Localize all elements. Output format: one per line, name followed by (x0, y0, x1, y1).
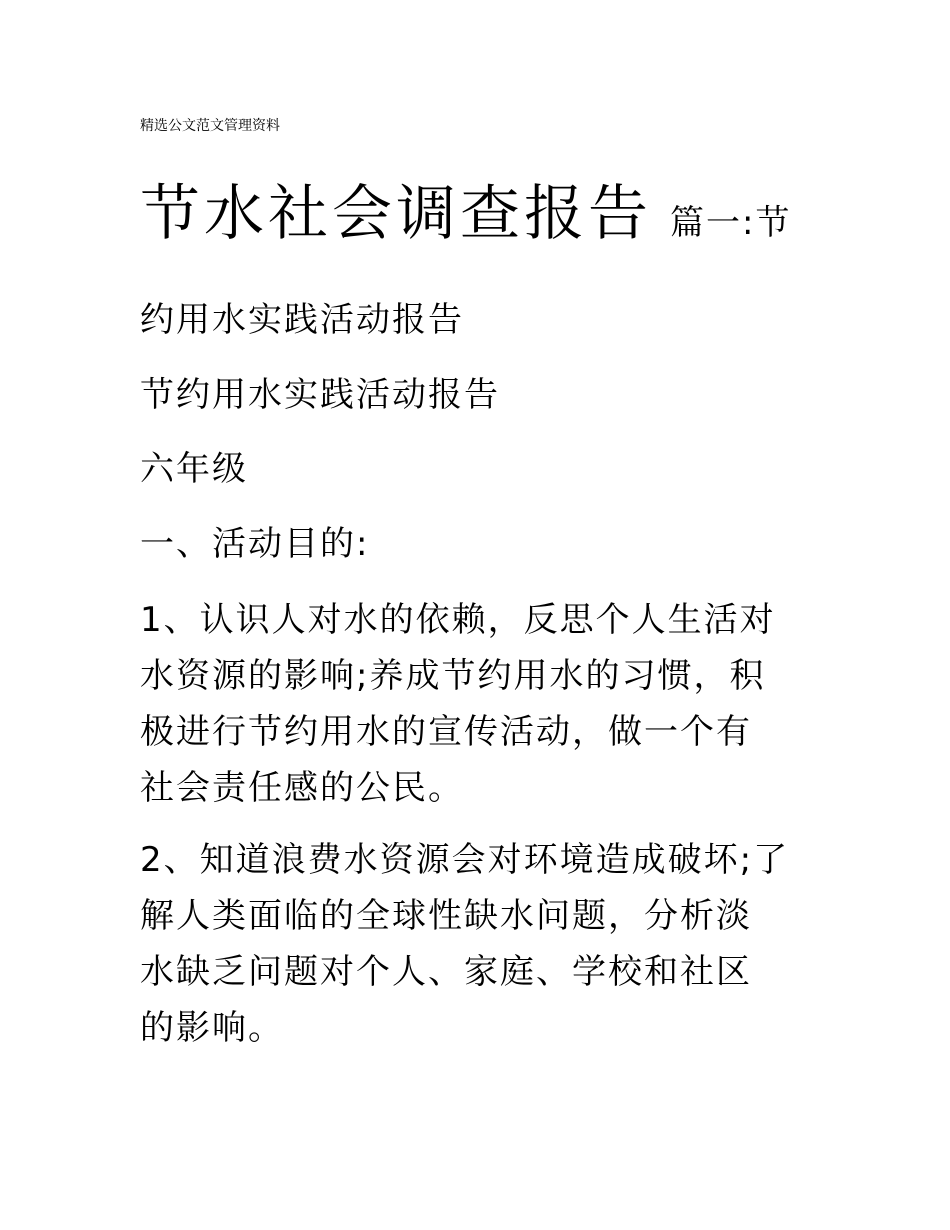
paragraph-line: 水缺乏问题对个人、家庭、学校和社区 (140, 952, 752, 992)
paragraph-line: 2、知道浪费水资源会对环境造成破坏;了 (140, 840, 790, 880)
paragraph-line: 极进行节约用水的宣传活动，做一个有 (140, 712, 752, 752)
header-note: 精选公文范文管理资料 (140, 118, 280, 134)
paragraph-line: 的影响。 (140, 1008, 284, 1048)
paragraph-line: 1、认识人对水的依赖，反思个人生活对 (140, 600, 776, 640)
subtitle: 节约用水实践活动报告 (140, 375, 500, 415)
title-main: 节水社会调查报告 (140, 179, 652, 249)
paragraph-line: 解人类面临的全球性缺水问题，分析淡 (140, 896, 752, 936)
title-sub: 篇一:节 (670, 203, 792, 243)
paragraph-2 (140, 832, 820, 1056)
title-continuation: 约用水实践活动报告 (140, 300, 464, 340)
paragraph-line: 社会责任感的公民。 (140, 768, 464, 808)
document-title (140, 176, 791, 267)
paragraph-1 (140, 592, 820, 816)
section-heading: 一、活动目的: (140, 524, 370, 564)
grade-label: 六年级 (140, 449, 248, 489)
paragraph-line: 水资源的影响;养成节约用水的习惯，积 (140, 656, 766, 696)
